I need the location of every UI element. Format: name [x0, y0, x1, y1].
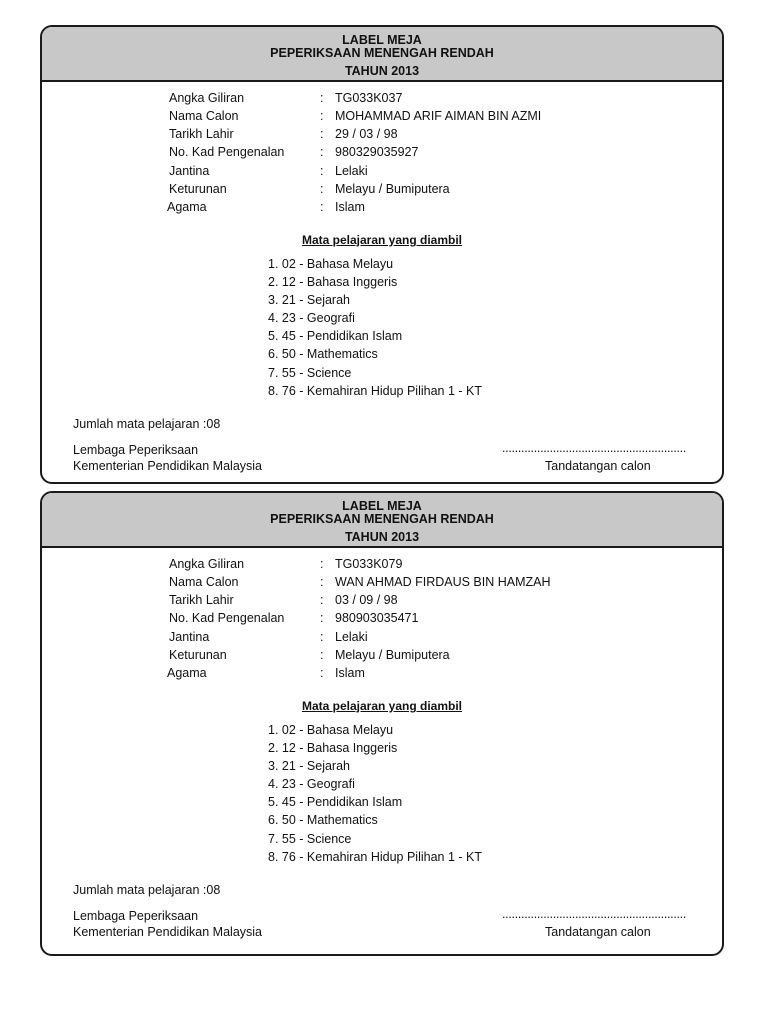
field-value: TG033K079 — [335, 557, 403, 571]
card-header — [42, 493, 722, 548]
subject-item: 4. 23 - Geografi — [268, 777, 355, 791]
header-year: TAHUN 2013 — [344, 64, 420, 78]
subject-item: 5. 45 - Pendidikan Islam — [268, 329, 403, 343]
subject-item: 3. 21 - Sejarah — [268, 293, 350, 307]
signature-caption: Tandatangan calon — [545, 925, 651, 939]
subject-item: 5. 45 - Pendidikan Islam — [268, 795, 403, 809]
card-body — [42, 548, 722, 948]
subject-item: 7. 55 - Science — [268, 832, 352, 846]
field-colon: : — [320, 557, 324, 571]
field-value: WAN AHMAD FIRDAUS BIN HAMZAH — [335, 575, 551, 589]
field-colon: : — [320, 109, 324, 123]
field-colon: : — [320, 145, 324, 159]
field-value: Islam — [335, 200, 365, 214]
issuer-line-1: Lembaga Peperiksaan — [73, 443, 199, 457]
field-colon: : — [320, 648, 324, 662]
header-subtitle: PEPERIKSAAN MENENGAH RENDAH — [270, 512, 494, 526]
field-label: Jantina — [169, 630, 210, 644]
exam-desk-label-card — [40, 491, 724, 956]
field-value: 03 / 09 / 98 — [335, 593, 398, 607]
subjects-heading: Mata pelajaran yang diambil — [301, 699, 463, 713]
field-colon: : — [320, 593, 324, 607]
field-colon: : — [320, 611, 324, 625]
subject-item: 2. 12 - Bahasa Inggeris — [268, 275, 398, 289]
subject-item: 7. 55 - Science — [268, 366, 352, 380]
field-colon: : — [320, 164, 324, 178]
subject-item: 8. 76 - Kemahiran Hidup Pilihan 1 - KT — [268, 384, 482, 398]
field-label: Nama Calon — [169, 575, 239, 589]
signature-caption: Tandatangan calon — [545, 459, 651, 473]
subject-total: Jumlah mata pelajaran :08 — [73, 883, 221, 897]
subject-item: 2. 12 - Bahasa Inggeris — [268, 741, 398, 755]
field-label: Keturunan — [169, 182, 227, 196]
field-value: MOHAMMAD ARIF AIMAN BIN AZMI — [335, 109, 542, 123]
subject-item: 4. 23 - Geografi — [268, 311, 355, 325]
issuer-line-2: Kementerian Pendidikan Malaysia — [73, 459, 262, 473]
subjects-heading: Mata pelajaran yang diambil — [301, 233, 463, 247]
field-value: 980329035927 — [335, 145, 419, 159]
field-colon: : — [320, 182, 324, 196]
subject-item: 3. 21 - Sejarah — [268, 759, 350, 773]
field-label: Angka Giliran — [169, 557, 245, 571]
field-label: No. Kad Pengenalan — [169, 145, 285, 159]
field-label: Agama — [167, 666, 207, 680]
field-label: Tarikh Lahir — [169, 127, 234, 141]
field-value: TG033K037 — [335, 91, 403, 105]
field-colon: : — [320, 666, 324, 680]
field-colon: : — [320, 630, 324, 644]
field-label: Angka Giliran — [169, 91, 245, 105]
card-body — [42, 82, 722, 482]
field-label: No. Kad Pengenalan — [169, 611, 285, 625]
field-value: Melayu / Bumiputera — [335, 648, 450, 662]
field-value: Lelaki — [335, 164, 368, 178]
field-label: Keturunan — [169, 648, 227, 662]
subject-total: Jumlah mata pelajaran :08 — [73, 417, 221, 431]
subject-item: 1. 02 - Bahasa Melayu — [268, 723, 394, 737]
field-label: Tarikh Lahir — [169, 593, 234, 607]
field-colon: : — [320, 200, 324, 214]
signature-line: .......................................................... — [502, 441, 687, 455]
field-label: Jantina — [169, 164, 210, 178]
field-colon: : — [320, 575, 324, 589]
field-value: Lelaki — [335, 630, 368, 644]
header-title: LABEL MEJA — [342, 33, 422, 47]
card-header — [42, 27, 722, 82]
subject-item: 6. 50 - Mathematics — [268, 813, 378, 827]
field-label: Agama — [167, 200, 207, 214]
field-value: 980903035471 — [335, 611, 419, 625]
header-title: LABEL MEJA — [342, 499, 422, 513]
header-subtitle: PEPERIKSAAN MENENGAH RENDAH — [270, 46, 494, 60]
issuer-line-1: Lembaga Peperiksaan — [73, 909, 199, 923]
subject-item: 6. 50 - Mathematics — [268, 347, 378, 361]
field-value: 29 / 03 / 98 — [335, 127, 398, 141]
subject-item: 1. 02 - Bahasa Melayu — [268, 257, 394, 271]
field-value: Melayu / Bumiputera — [335, 182, 450, 196]
field-colon: : — [320, 91, 324, 105]
issuer-line-2: Kementerian Pendidikan Malaysia — [73, 925, 262, 939]
field-value: Islam — [335, 666, 365, 680]
field-colon: : — [320, 127, 324, 141]
field-label: Nama Calon — [169, 109, 239, 123]
subject-item: 8. 76 - Kemahiran Hidup Pilihan 1 - KT — [268, 850, 482, 864]
header-year: TAHUN 2013 — [344, 530, 420, 544]
exam-desk-label-card — [40, 25, 724, 484]
signature-line: .......................................................... — [502, 907, 687, 921]
